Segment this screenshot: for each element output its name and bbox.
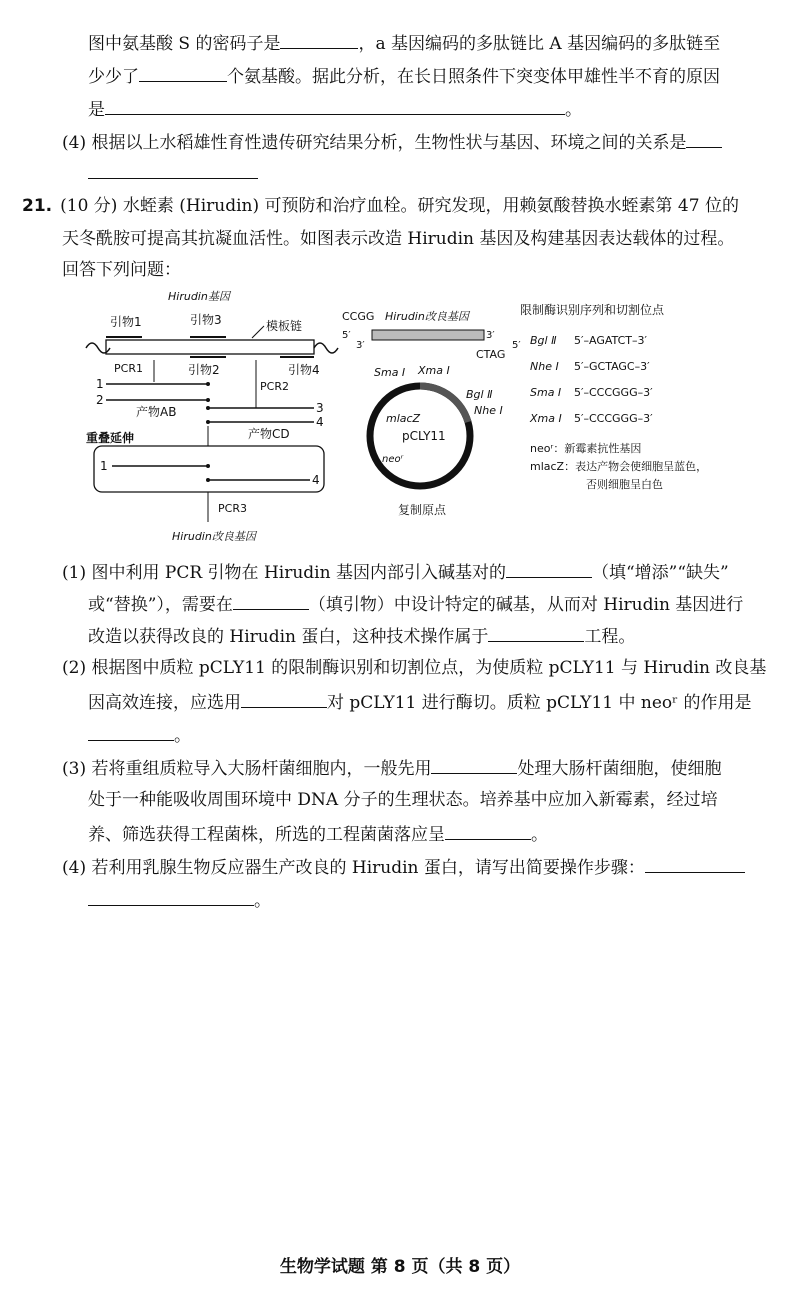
label-primer1: 引物1 [110,315,142,329]
mutation-dot [206,398,210,402]
q21-intro-3 [62,258,181,282]
prev-q4 [62,129,722,155]
answer-blank[interactable] [233,591,309,610]
q2-line1 [62,656,766,680]
q1-line1 [62,559,729,585]
answer-blank[interactable] [431,755,517,774]
mutation-dot [206,478,210,482]
label-neo: neoʳ [382,454,404,465]
label-product-ab: 产物AB [136,405,177,419]
q4-line2 [88,887,271,913]
prev-line-1 [88,30,720,56]
enzyme-seq: 5′–CCCGGG–3′ [574,386,653,399]
enzyme-name: Nhe Ⅰ [530,360,559,373]
overlap-box [94,446,324,492]
label-primer3: 引物3 [190,313,222,327]
label-hirudin-gene: Hirudin基因 [168,290,230,303]
answer-blank[interactable] [241,689,327,708]
dna-box [106,340,314,354]
text: 个氨基酸。据此分析，在长日照条件下突变体甲雄性半不育的原因 [227,67,720,87]
strand-label-3: 3 [316,401,324,415]
answer-blank[interactable] [445,821,531,840]
text: (10 分) 水蛭素 (Hirudin) 可预防和治疗血栓。研究发现，用赖氨酸替换水蛭素第 47 位的 [60,196,739,216]
dna-helix-right [314,343,338,353]
label-primer2: 引物2 [188,363,220,377]
label-primer4: 引物4 [288,363,320,377]
label-3prime-a: 3′ [356,340,365,351]
text: (2) 根据图中质粒 pCLY11 的限制酶识别和切割位点，为使质粒 pCLY11 与 Hirudin 改良基 [62,658,767,678]
insert-hatched [372,330,484,340]
text: (4) 若利用乳腺生物反应器生产改良的 Hirudin 蛋白，请写出简要操作步骤： [62,858,645,878]
q21-intro-2 [62,227,734,251]
strand-label-4: 4 [316,415,324,429]
label-5prime-a: 5′ [342,330,351,341]
text: 因高效连接，应选用 [88,693,241,713]
label-overlap: 重叠延伸 [86,431,135,445]
label-nhe: Nhe Ⅰ [474,404,503,417]
text: (4) 根据以上水稻雄性育性遗传研究结果分析，生物性状与基因、环境之间的关系是 [62,133,687,153]
enzyme-name: Bgl Ⅱ [530,334,557,347]
label-ccgg: CCGG [342,310,375,323]
answer-blank[interactable] [88,160,258,179]
label-template: 模板链 [266,319,303,333]
answer-blank[interactable] [139,63,227,82]
label-3prime-b: 3′ [486,330,495,341]
text: 改造以获得改良的 Hirudin 蛋白，这种技术操作属于 [88,627,489,647]
enzyme-seq: 5′–GCTAGC–3′ [574,360,650,373]
question-number: 21. [22,196,53,216]
q3-line3 [88,821,548,847]
enzyme-name: Sma Ⅰ [530,386,562,399]
text: 。 [565,100,582,120]
hirudin-figure [80,286,800,556]
text: 工程。 [584,627,636,647]
prev-line-2 [88,63,720,89]
text: 养、筛选获得工程菌株，所选的工程菌菌落应呈 [88,825,445,845]
label-bgl: Bgl Ⅱ [466,388,493,401]
mutation-dot [206,464,210,468]
text: 或“替换”），需要在 [88,595,233,615]
q2-line2 [88,689,751,715]
label-pcr1: PCR1 [114,362,143,375]
q4-line1 [62,854,745,880]
answer-blank[interactable] [645,854,745,873]
label-xma: Xma Ⅰ [418,364,450,377]
label-origin: 复制原点 [398,503,447,517]
text: 。 [254,891,271,911]
answer-blank[interactable] [686,129,722,148]
label-sma: Sma Ⅰ [374,366,406,379]
strand-label-1: 1 [96,377,104,391]
text: 对 pCLY11 进行酶切。质粒 pCLY11 中 neoʳ 的作用是 [327,693,752,713]
q3-line2 [88,788,718,812]
label-improved-gene: Hirudin改良基因 [172,530,256,543]
strand-label-2: 2 [96,393,104,407]
answer-blank[interactable] [105,96,565,115]
mutation-dot [206,420,210,424]
text: 。 [174,726,191,746]
enzyme-name: Xma Ⅰ [530,412,562,425]
q21-intro-1 [22,194,739,218]
text: （填引物）中设计特定的碱基，从而对 Hirudin 基因进行 [308,595,744,615]
enzyme-seq: 5′–AGATCT–3′ [574,334,647,347]
template-arrow [252,326,264,338]
label-plasmid: pCLY11 [402,429,446,443]
text: (1) 图中利用 PCR 引物在 Hirudin 基因内部引入碱基对的 [62,563,506,583]
text: 回答下列问题： [62,260,181,280]
text: 图中氨基酸 S 的密码子是 [88,34,281,54]
note-neo: neoʳ：新霉素抗性基因 [530,442,642,455]
text: 处于一种能吸收周围环境中 DNA 分子的生理状态。培养基中应加入新霉素，经过培 [88,790,718,810]
mutation-dot [206,406,210,410]
q3-line1 [62,755,721,781]
mlacz-arc [420,386,468,422]
label-5prime-b: 5′ [512,340,521,351]
label-product-cd: 产物CD [248,427,290,441]
text: (3) 若将重组质粒导入大肠杆菌细胞内，一般先用 [62,759,432,779]
label-ctag: CTAG [476,348,506,361]
overlap-label-4: 4 [312,473,320,487]
text: 天冬酰胺可提高其抗凝血活性。如图表示改造 Hirudin 基因及构建基因表达载体的过程。 [62,229,735,249]
prev-line-3 [88,96,582,122]
label-pcr2: PCR2 [260,380,289,393]
answer-blank[interactable] [506,559,592,578]
note-mlacz: mlacZ：表达产物会使细胞呈蓝色， [530,460,708,473]
text: 。 [531,825,548,845]
label-mlacz: mlacZ [386,412,421,425]
enzyme-title: 限制酶识别序列和切割位点 [520,303,665,317]
answer-blank[interactable] [488,623,584,642]
label-improved-gene-top: Hirudin改良基因 [385,310,469,323]
prev-q4-line2 [88,160,258,186]
q2-line3 [88,722,191,748]
text: （填“增添”“缺失” [591,563,729,583]
answer-blank[interactable] [88,722,174,741]
text: 处理大肠杆菌细胞，使细胞 [517,759,722,779]
text: ，a 基因编码的多肽链比 A 基因编码的多肽链至 [358,34,721,54]
overlap-label-1: 1 [100,459,108,473]
note-white: 否则细胞呈白色 [586,478,663,491]
q1-line3 [88,623,635,649]
mutation-dot [206,382,210,386]
q1-line2 [88,591,743,617]
answer-blank[interactable] [280,30,358,49]
page-footer: 生物学试题 第 8 页（共 8 页） [279,1257,521,1277]
text: 是 [88,100,105,120]
text: 少少了 [88,67,139,87]
answer-blank[interactable] [88,887,254,906]
enzyme-seq: 5′–CCCGGG–3′ [574,412,653,425]
label-pcr3: PCR3 [218,502,247,515]
